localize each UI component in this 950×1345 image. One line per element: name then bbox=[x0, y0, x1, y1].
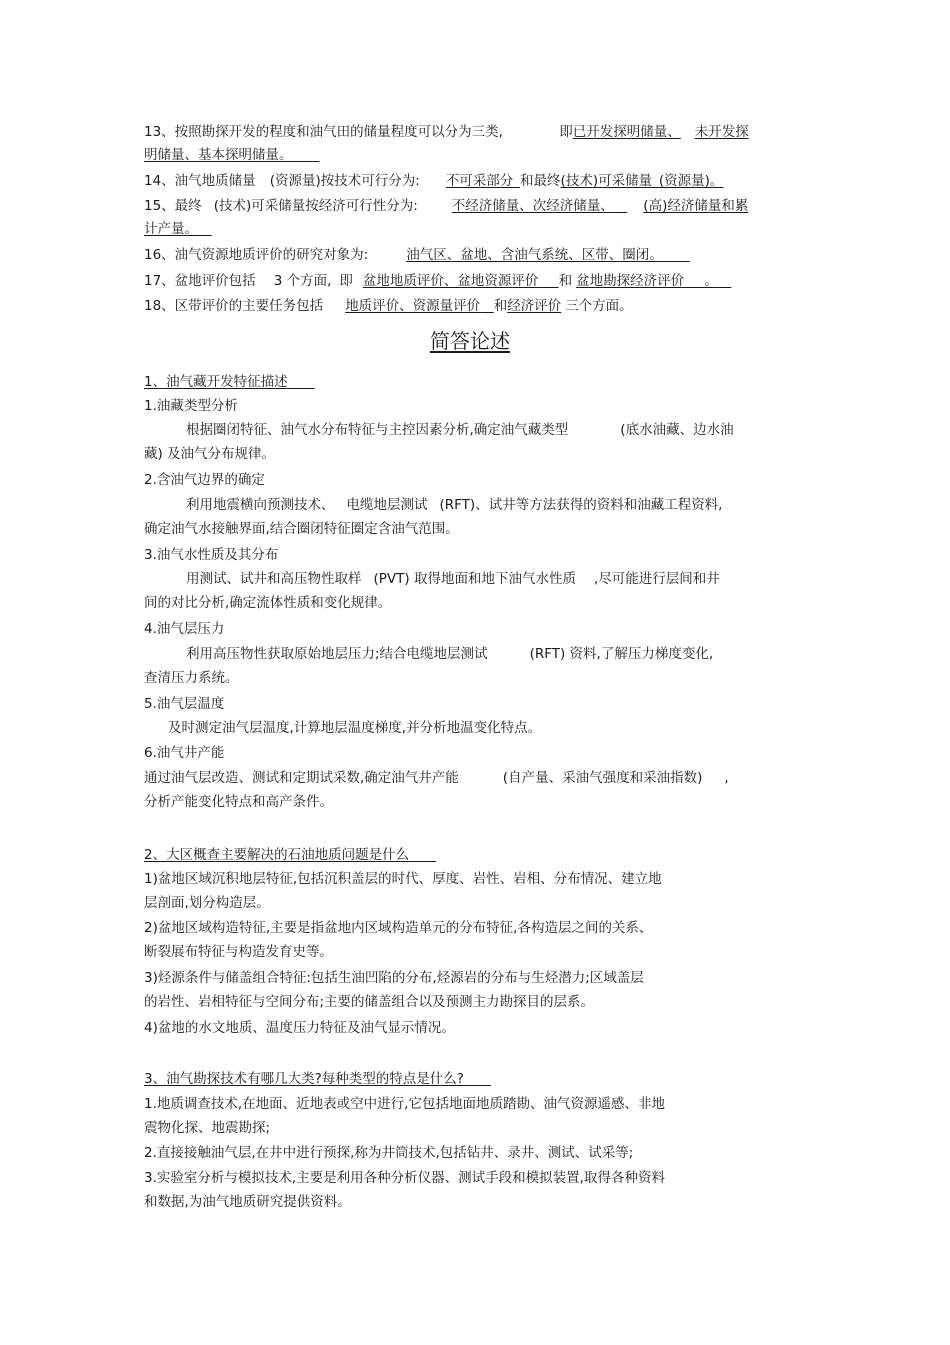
q2-text: 2)盆地区域构造特征,主要是指盆地内区域构造单元的分布特征,各构造层之间的关系、 bbox=[144, 920, 653, 936]
q2-text: 的岩性、岩相特征与空间分布;主要的储盖组合以及预测主力勘探目的层系。 bbox=[144, 994, 595, 1010]
item-18: 18、区带评价的主要任务包括 地质评价、资源量评价 和经济评价 三个方面。 bbox=[144, 298, 633, 314]
q1-text: 用测试、试井和高压物性取样 (PVT) 取得地面和地下油气水性质 ,尽可能进行层间和井 bbox=[186, 571, 720, 587]
q1-text: 及时测定油气层温度,计算地层温度梯度,并分析地温变化特点。 bbox=[168, 720, 542, 736]
q2-text: 1)盆地区域沉积地层特征,包括沉积盖层的时代、厚度、岩性、岩相、分布情况、建立地 bbox=[144, 871, 662, 887]
q3-text: 2.直接接触油气层,在井中进行预探,称为井筒技术,包括钻井、录井、测试、试采等; bbox=[144, 1145, 634, 1161]
item-13-line-2: 明储量、基本探明储量。 bbox=[144, 147, 293, 163]
q2-text: 层剖面,划分构造层。 bbox=[144, 895, 270, 911]
q2-text: 4)盆地的水文地质、温度压力特征及油气显示情况。 bbox=[144, 1020, 455, 1036]
q3-text: 和数据,为油气地质研究提供资料。 bbox=[144, 1194, 351, 1210]
q3-heading: 3、油气勘探技术有哪几大类?每种类型的特点是什么? bbox=[144, 1071, 464, 1087]
q2-text: 3)烃源条件与储盖组合特征:包括生油凹陷的分布,烃源岩的分布与生烃潜力;区域盖层 bbox=[144, 970, 644, 986]
q1-sub-3: 3.油气水性质及其分布 bbox=[144, 547, 279, 563]
q1-sub-2: 2.含油气边界的确定 bbox=[144, 472, 265, 488]
q1-sub-5: 5.油气层温度 bbox=[144, 696, 225, 712]
q1-text: 藏) 及油气分布规律。 bbox=[144, 446, 276, 462]
q2-text: 断裂展布特征与构造发育史等。 bbox=[144, 944, 333, 960]
q1-text: 根据圈闭特征、油气水分布特征与主控因素分析,确定油气藏类型 (底水油藏、边水油 bbox=[186, 422, 734, 438]
q1-text: 利用高压物性获取原始地层压力;结合电缆地层测试 (RFT) 资料,了解压力梯度变化, bbox=[186, 646, 714, 662]
item-14: 14、油气地质储量 (资源量)按技术可行分为: 不可采部分 和最终(技术)可采储量 (资源量)。 bbox=[144, 173, 724, 189]
item-15-line-2: 计产量。 bbox=[144, 221, 198, 237]
q1-text: 间的对比分析,确定流体性质和变化规律。 bbox=[144, 595, 392, 611]
item-16: 16、油气资源地质评价的研究对象为: 油气区、盆地、含油气系统、区带、圈闭。 bbox=[144, 247, 663, 263]
q1-heading: 1、油气藏开发特征描述 bbox=[144, 374, 288, 390]
q1-sub-6: 6.油气井产能 bbox=[144, 745, 225, 761]
q1-text: 利用地震横向预测技术、 电缆地层测试 (RFT)、试井等方法获得的资料和油藏工程资料, bbox=[186, 497, 723, 513]
item-15-line-1: 15、最终 (技术)可采储量按经济可行性分为: 不经济储量、次经济储量、 (高)经济储量和累 bbox=[144, 198, 749, 214]
q3-text: 3.实验室分析与模拟技术,主要是利用各种分析仪器、测试手段和模拟装置,取得各种资料 bbox=[144, 1170, 665, 1186]
section-title: 简答论述 bbox=[430, 329, 510, 353]
q1-text: 查清压力系统。 bbox=[144, 670, 239, 686]
q3-text: 震物化探、地震勘探; bbox=[144, 1120, 271, 1136]
q1-text: 分析产能变化特点和高产条件。 bbox=[144, 794, 333, 810]
item-17: 17、盆地评价包括 3 个方面, 即 盆地地质评价、盆地资源评价 和 盆地勘探经济评价 。 bbox=[144, 273, 718, 289]
q1-sub-1: 1.油藏类型分析 bbox=[144, 398, 238, 414]
item-13-line-1: 13、按照勘探开发的程度和油气田的储量程度可以分为三类, 即已开发探明储量、 未开发探 bbox=[144, 124, 749, 140]
q2-heading: 2、大区概查主要解决的石油地质问题是什么 bbox=[144, 847, 410, 863]
q1-text: 通过油气层改造、测试和定期试采数,确定油气井产能 (自产量、采油气强度和采油指数) , bbox=[144, 770, 729, 786]
q1-sub-4: 4.油气层压力 bbox=[144, 621, 225, 637]
q1-text: 确定油气水接触界面,结合圈闭特征圈定含油气范围。 bbox=[144, 521, 459, 537]
q3-text: 1.地质调查技术,在地面、近地表或空中进行,它包括地面地质踏勘、油气资源遥感、非地 bbox=[144, 1096, 665, 1112]
